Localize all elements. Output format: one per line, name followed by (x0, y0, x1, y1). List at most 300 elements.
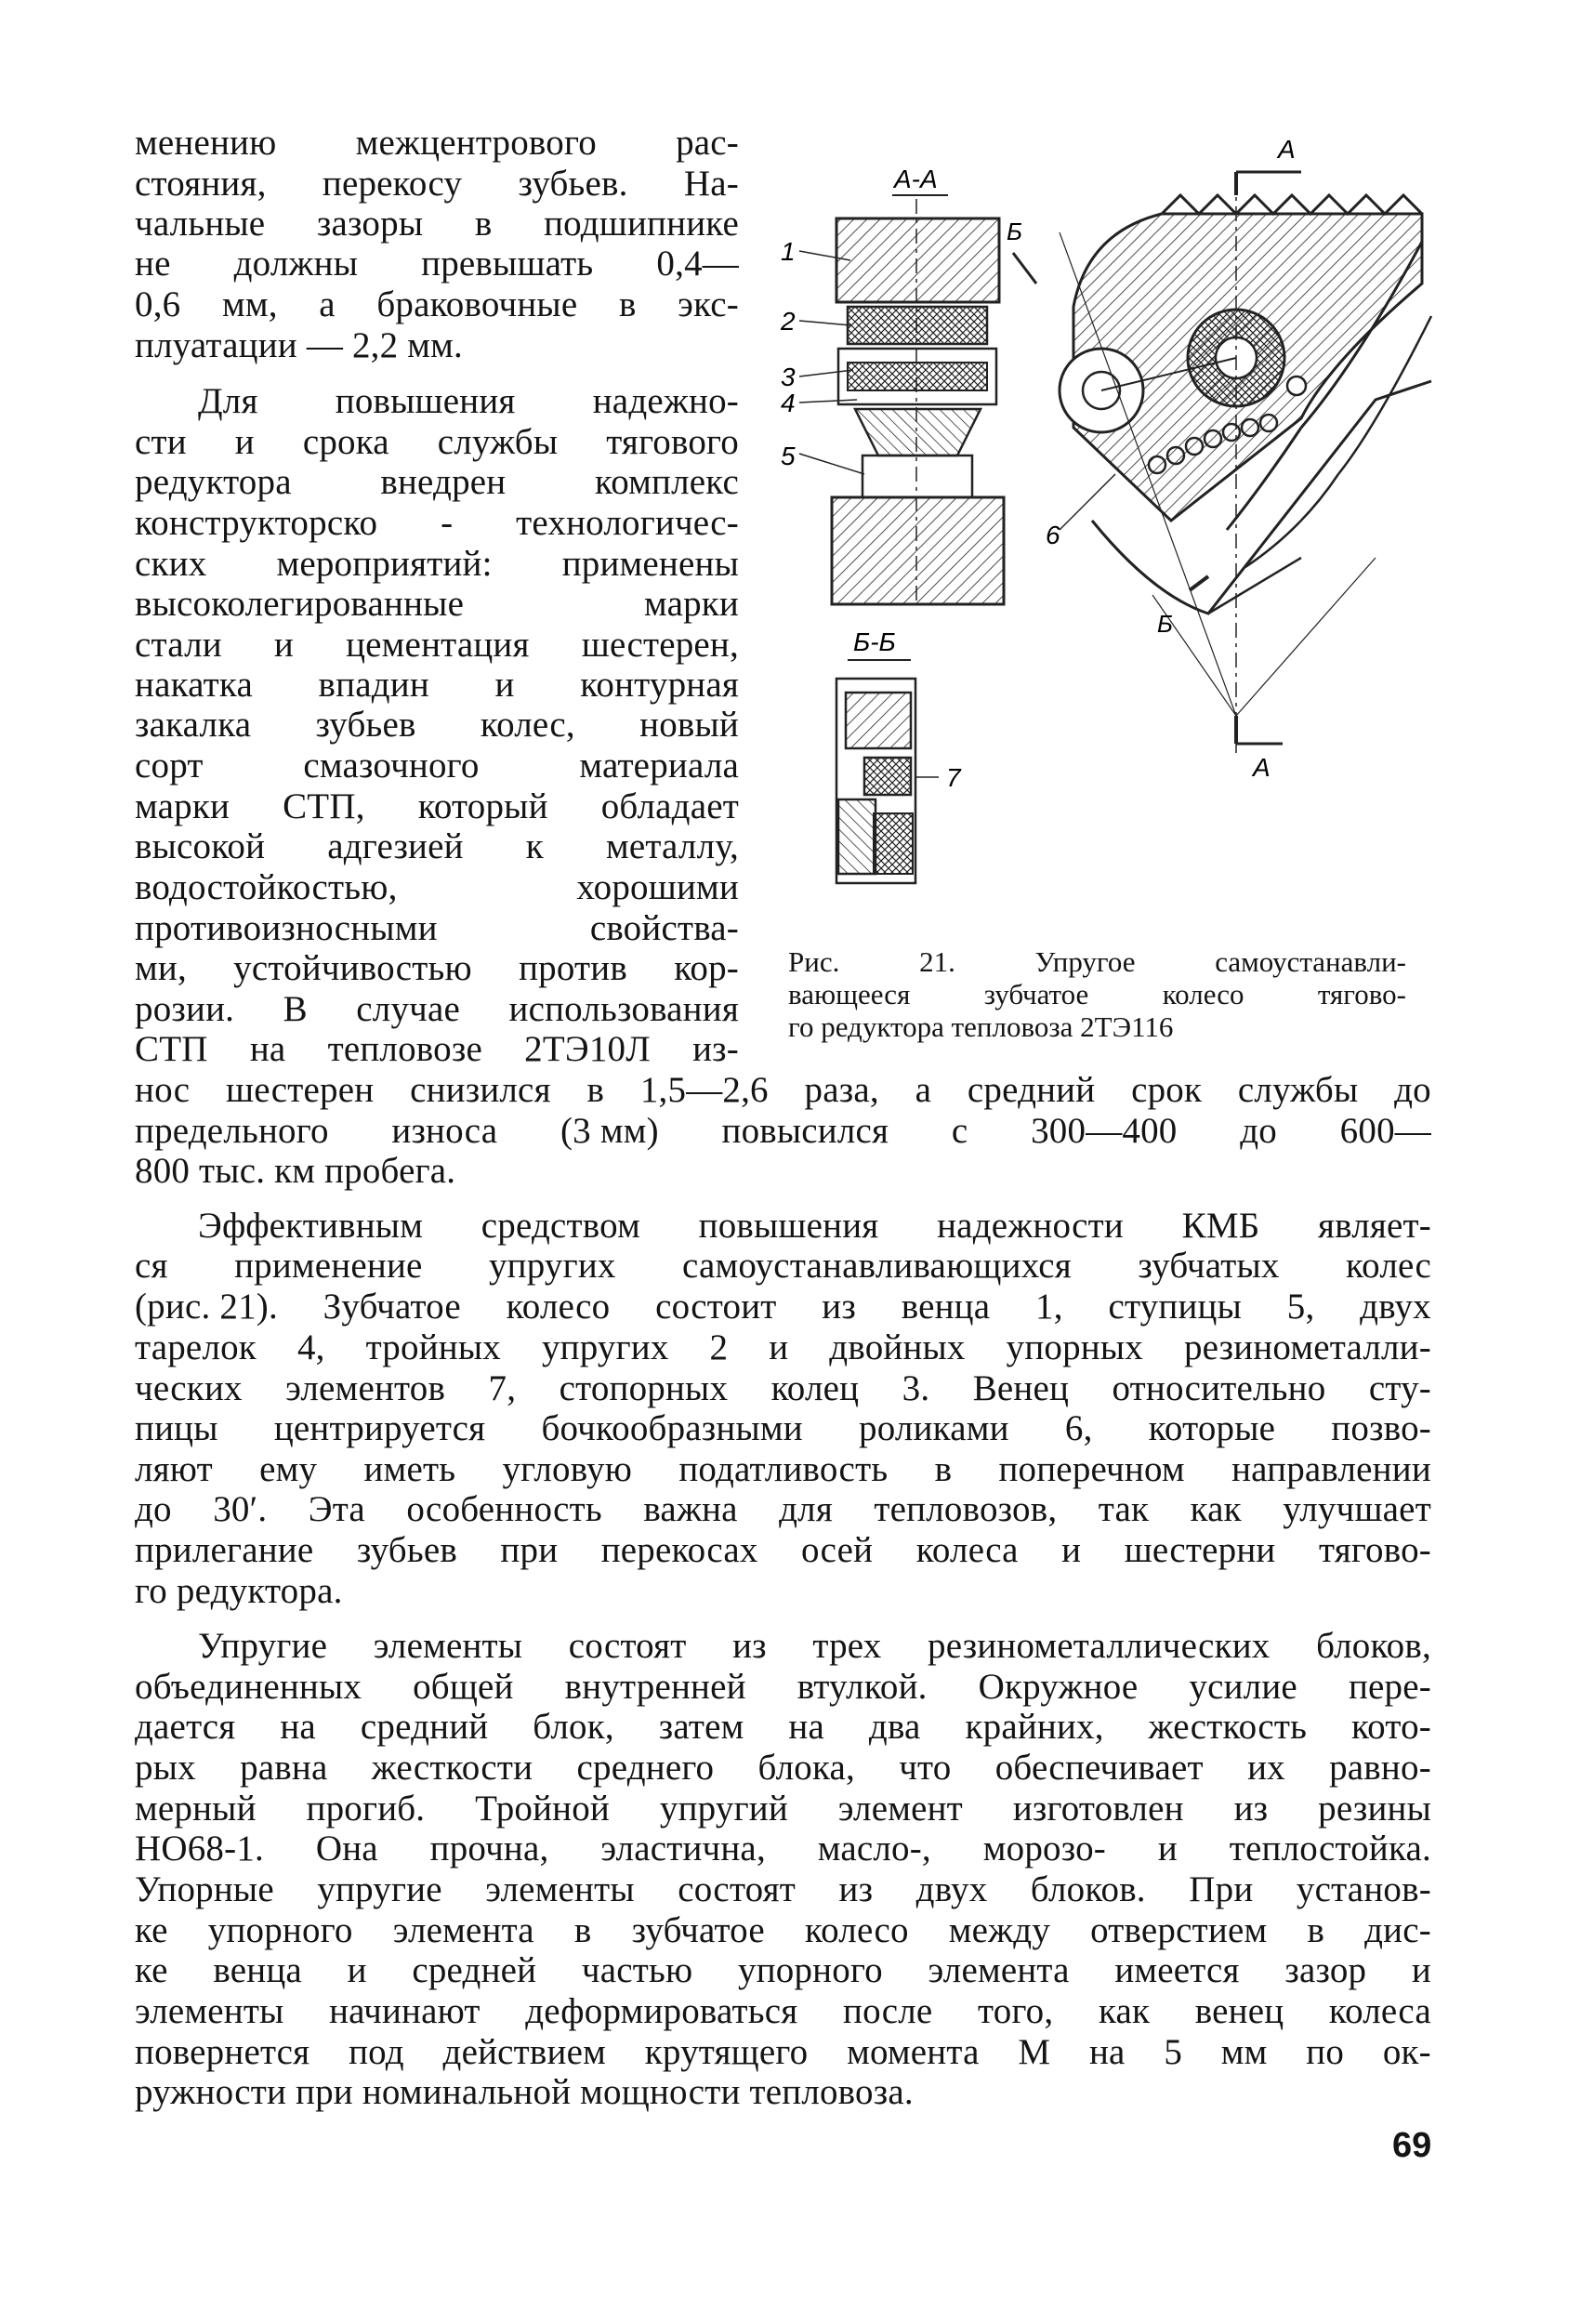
left-column-line (135, 462, 739, 503)
caption-word: колесо (1162, 978, 1244, 1010)
word: водостойкостью, (135, 867, 398, 907)
word: блока, (757, 1748, 855, 1788)
caption-word: 21. (919, 945, 955, 978)
word: к (525, 826, 544, 866)
word: го редуктора. (135, 1571, 343, 1611)
word: и (1157, 1829, 1178, 1868)
word: конструкторско (135, 503, 378, 543)
word: податливость (678, 1449, 889, 1489)
word: ми, (135, 948, 187, 988)
word: внутренней (564, 1667, 746, 1707)
body-text-line (135, 1829, 1431, 1869)
word: направлении (1231, 1449, 1431, 1489)
left-column-line (135, 989, 739, 1030)
word: надежности (937, 1206, 1124, 1246)
body-text-line (135, 1246, 1431, 1287)
left-column-line (135, 503, 739, 544)
word: 4, (296, 1327, 325, 1367)
body-text-line (135, 2032, 1431, 2073)
word: осей (801, 1530, 874, 1570)
word: крутящего (644, 2032, 809, 2072)
word: износа (391, 1111, 498, 1151)
label-a-top: А (1278, 135, 1296, 164)
word: элемента (392, 1910, 534, 1950)
word: блок, (533, 1707, 614, 1747)
word: 2,2 (351, 325, 408, 365)
word: Венец (972, 1368, 1070, 1408)
word: затем (658, 1707, 744, 1747)
word: элемента (928, 1950, 1070, 1990)
word: хорошими (576, 867, 739, 907)
word: теплостойка. (1229, 1829, 1431, 1868)
word: 7, (488, 1368, 517, 1408)
word: втулкой. (797, 1667, 928, 1707)
body-text-line (135, 1950, 1431, 1991)
word: двух (1360, 1287, 1431, 1327)
word: того, (978, 1991, 1054, 2031)
word: кор- (674, 948, 739, 988)
word: усилие (1189, 1667, 1297, 1707)
word: впадин (318, 665, 429, 705)
word: Тройной (475, 1789, 611, 1829)
word: В (283, 989, 308, 1029)
word: на (249, 1029, 286, 1069)
word: мероприятий: (276, 544, 493, 584)
word: важна (643, 1489, 738, 1529)
word: На- (683, 164, 739, 204)
word: нос (135, 1070, 191, 1110)
word: устойчивостью (233, 948, 472, 988)
word: стояния, (135, 164, 267, 204)
left-column-line (135, 244, 739, 284)
word: тройных (365, 1327, 501, 1367)
word: чальные (135, 204, 266, 244)
word: элементы (373, 1626, 523, 1666)
word: деформироваться (525, 1991, 798, 2031)
word: зубчатое (631, 1910, 765, 1950)
word: зубьев (356, 1530, 457, 1570)
word: а (319, 284, 336, 324)
word: Окружное (978, 1667, 1139, 1707)
word: мм, (221, 284, 278, 324)
word: резины (1318, 1789, 1431, 1829)
body-text-line (135, 1408, 1431, 1449)
word: ке (135, 1950, 168, 1990)
body-text-line (135, 1991, 1431, 2032)
word: ских (135, 544, 207, 584)
word: для (779, 1489, 833, 1529)
word: зубчатых (1138, 1246, 1280, 1286)
word: комплекс (595, 462, 739, 502)
body-text-line (135, 1206, 1431, 1247)
left-column-line (135, 826, 739, 867)
word: сорт (135, 746, 204, 786)
left-column-line (135, 204, 739, 244)
word: 800 тыс. км пробега. (135, 1151, 456, 1191)
label-2: 2 (781, 307, 796, 336)
word: колесо (804, 1910, 909, 1950)
word: ся (135, 1246, 168, 1286)
word: снизился (410, 1070, 551, 1110)
word: (3 мм) (560, 1111, 659, 1151)
word: Для (198, 381, 258, 421)
word: двух (915, 1869, 988, 1909)
word: резинометалли- (1183, 1327, 1431, 1367)
word: прилегание (135, 1530, 314, 1570)
word: не (135, 244, 171, 284)
word: сти (135, 422, 187, 462)
word: свойства- (589, 908, 739, 948)
word: зубьев. (518, 164, 628, 204)
word: розии. (135, 989, 235, 1029)
word: рас- (676, 123, 739, 163)
word: менению (135, 123, 277, 163)
word: а (915, 1070, 932, 1110)
word: жесткость (1148, 1707, 1308, 1747)
word: упругих (541, 1327, 669, 1367)
body-text-line (135, 1368, 1431, 1409)
word: бочкообразными (541, 1408, 803, 1448)
word: изготовлен (1012, 1789, 1184, 1829)
word: и (234, 422, 255, 462)
body-text-line (135, 1111, 1431, 1152)
body-text-line (135, 2072, 1431, 2113)
word: в (618, 284, 637, 324)
word: элемент (837, 1789, 963, 1829)
word: являет- (1318, 1206, 1431, 1246)
word: контурная (580, 665, 739, 705)
word: до (1240, 1111, 1277, 1151)
word: колесо (506, 1287, 611, 1327)
word: обладает (600, 786, 739, 826)
word: колес, (480, 705, 575, 745)
word: блоков, (1316, 1626, 1431, 1666)
caption-word: го редуктора тепловоза 2ТЭ116 (788, 1010, 1174, 1043)
body-text-line (135, 1667, 1431, 1708)
word: 300—400 (1031, 1111, 1178, 1151)
word: момента (847, 2032, 980, 2072)
word: экс- (678, 284, 739, 324)
word: НО68-1. (135, 1829, 264, 1868)
word: превышать (421, 244, 594, 284)
left-column-line (135, 908, 739, 949)
word: адгезией (327, 826, 464, 866)
word: относительно (1112, 1368, 1326, 1408)
label-a-bottom: А (1253, 753, 1271, 782)
word: самоустанавливающихся (682, 1246, 1072, 1286)
word: перекосу (322, 164, 463, 204)
left-column-line (135, 948, 739, 989)
word: упорных (1006, 1327, 1143, 1367)
left-column-line (135, 625, 739, 666)
word: 2ТЭ10Л (524, 1029, 651, 1069)
left-column-line (135, 544, 739, 585)
word: ке (135, 1910, 168, 1950)
word: 5, (1286, 1287, 1315, 1327)
word: ступицы (1108, 1287, 1242, 1327)
word: блоков. (1030, 1869, 1146, 1909)
word: особенность (406, 1489, 602, 1529)
word: стали (135, 625, 222, 665)
body-text-line (135, 1626, 1431, 1667)
word: с (951, 1111, 968, 1151)
word: высокой (135, 826, 266, 866)
word: межцентрового (355, 123, 597, 163)
word: позво- (1331, 1408, 1431, 1448)
word: Она (315, 1829, 378, 1868)
word: металлу, (605, 826, 739, 866)
body-text-line (135, 1070, 1431, 1111)
word: из- (692, 1029, 739, 1069)
word: улучшает (1283, 1489, 1431, 1529)
word: обеспечивает (994, 1748, 1204, 1788)
word: установ- (1296, 1869, 1431, 1909)
word: начинают (329, 1991, 481, 2031)
word: ок- (1382, 2032, 1431, 2072)
word: угловую (502, 1449, 633, 1489)
word: - (441, 503, 454, 543)
word: состоят (678, 1869, 797, 1909)
word: и (347, 1950, 367, 1990)
word: морозо- (982, 1829, 1106, 1868)
word: венца (901, 1287, 991, 1327)
word: Упругие (198, 1626, 328, 1666)
label-3: 3 (781, 363, 796, 391)
word: элементы (135, 1991, 284, 2031)
word: колеса (1328, 1991, 1431, 2031)
left-column-line (135, 705, 739, 746)
caption-word: зубчатое (983, 978, 1089, 1010)
word: тарелок (135, 1327, 257, 1367)
word: накатка (135, 665, 253, 705)
word: прогиб. (306, 1789, 426, 1829)
label-b-top: Б (1007, 218, 1022, 245)
word: в (1307, 1910, 1325, 1950)
page-number: 69 (1392, 2126, 1432, 2165)
word: два (868, 1707, 921, 1747)
left-column-line (135, 786, 739, 827)
word: роликами (859, 1408, 1009, 1448)
word: редуктора (135, 462, 292, 502)
word: ческих (135, 1368, 243, 1408)
word: жесткости (371, 1748, 533, 1788)
body-text-line (135, 1571, 1431, 1612)
word: и (1061, 1530, 1082, 1570)
word: и (769, 1327, 789, 1367)
left-column-line (135, 867, 739, 908)
body-text-line (135, 1869, 1431, 1910)
left-column-line (135, 584, 739, 625)
word: (рис. 21). (135, 1287, 278, 1327)
word: прочна, (429, 1829, 549, 1868)
left-column-line (135, 665, 739, 706)
left-column-line (135, 325, 739, 366)
word: дается (135, 1707, 236, 1747)
word: колец (770, 1368, 860, 1408)
word: двойных (829, 1327, 966, 1367)
left-column-line (135, 1029, 739, 1070)
word: случае (356, 989, 461, 1029)
word: равна (240, 1748, 328, 1788)
word: марки (135, 786, 230, 826)
word: мерный (135, 1789, 257, 1829)
word: крайних, (965, 1707, 1104, 1747)
word: до (1394, 1070, 1431, 1110)
caption-word: Рис. (788, 945, 840, 978)
word: мм (1220, 2032, 1268, 2072)
word: упругих (488, 1246, 616, 1286)
label-b-bottom: Б (1157, 610, 1173, 638)
word: как (1098, 1991, 1151, 2031)
word: раза, (804, 1070, 879, 1110)
word: центрируется (273, 1408, 486, 1448)
word: браковочные (376, 284, 578, 324)
word: на (788, 1707, 824, 1747)
word: закалка (135, 705, 252, 745)
word: пере- (1348, 1667, 1431, 1707)
figure-21-gear-wheel (781, 121, 1450, 957)
word: СТП (135, 1029, 208, 1069)
word: кото- (1351, 1707, 1431, 1747)
word: общей (413, 1667, 514, 1707)
word: тягового (606, 422, 739, 462)
word: материала (579, 746, 739, 786)
word: из (732, 1626, 767, 1666)
word: поперечном (998, 1449, 1185, 1489)
word: упругие (317, 1869, 442, 1909)
word: резинометаллических (928, 1626, 1271, 1666)
left-column-line (135, 381, 739, 422)
body-text-line (135, 1489, 1431, 1530)
word: срока (302, 422, 389, 462)
word: повышения (698, 1206, 879, 1246)
word: повышения (335, 381, 516, 421)
word: зазор (1284, 1950, 1367, 1990)
word: высоколегированные (135, 584, 465, 624)
word: Эта (308, 1489, 365, 1529)
word: состоят (568, 1626, 687, 1666)
word: рых (135, 1748, 196, 1788)
caption-word: самоустанавли- (1215, 945, 1406, 978)
word: перекосах (600, 1530, 758, 1570)
word: дис- (1364, 1910, 1431, 1950)
word: эластична, (600, 1829, 766, 1868)
word: средством (481, 1206, 640, 1246)
left-column-line (135, 422, 739, 463)
word: в (934, 1449, 953, 1489)
word: на (280, 1707, 316, 1747)
body-text-line (135, 1327, 1431, 1368)
caption-word: тягово- (1317, 978, 1406, 1010)
word: как (1190, 1489, 1242, 1529)
word: колес (1345, 1246, 1431, 1286)
word: шестерен (226, 1070, 375, 1110)
word: применены (561, 544, 739, 584)
word: 6, (1064, 1408, 1093, 1448)
word: упорного (738, 1950, 883, 1990)
word: их (1247, 1748, 1285, 1788)
caption-line (788, 1010, 1173, 1043)
word: частью (581, 1950, 693, 1990)
section-aa-label: А-А (894, 165, 938, 193)
word: 30′. (213, 1489, 268, 1529)
word: 600— (1339, 1111, 1431, 1151)
word: из (838, 1869, 874, 1909)
word: новый (639, 705, 739, 745)
left-column-line (135, 746, 739, 786)
caption-word: вающееся (788, 978, 911, 1010)
word: и (494, 665, 515, 705)
body-text-line (135, 1748, 1431, 1789)
word: тепловозов, (874, 1489, 1058, 1529)
word: 2 (709, 1327, 729, 1367)
word: и (1411, 1950, 1431, 1990)
label-6: 6 (1046, 521, 1060, 549)
word: тепловозе (327, 1029, 482, 1069)
body-text-line (135, 1287, 1431, 1327)
word: повернется (135, 2032, 310, 2072)
label-5: 5 (781, 442, 796, 470)
word: Эффективным (198, 1206, 424, 1246)
word: и (273, 625, 294, 665)
label-4: 4 (781, 389, 796, 417)
body-text-line (135, 1789, 1431, 1829)
word: в (586, 1070, 605, 1110)
word: отверстием (1090, 1910, 1268, 1950)
word: 3. (902, 1368, 930, 1408)
word: между (948, 1910, 1051, 1950)
word: стопорных (559, 1368, 729, 1408)
word: противоизносными (135, 908, 438, 948)
word: венца (213, 1950, 302, 1990)
word: мм. (407, 325, 463, 365)
word: по (1306, 2032, 1345, 2072)
word: в (474, 204, 493, 244)
word: равно- (1329, 1748, 1431, 1788)
word: цементация (346, 625, 530, 665)
label-7: 7 (946, 763, 961, 792)
word: смазочного (303, 746, 480, 786)
body-text-line (135, 1449, 1431, 1490)
word: что (899, 1748, 952, 1788)
word: иметь (363, 1449, 456, 1489)
word: должны (233, 244, 359, 284)
word: зазоры (316, 204, 424, 244)
word: средней (412, 1950, 537, 1990)
left-column-line (135, 284, 739, 325)
word: срок (1131, 1070, 1203, 1110)
body-text-line (135, 1910, 1431, 1951)
word: предельного (135, 1111, 329, 1151)
word: Упорные (135, 1869, 274, 1909)
word: трех (812, 1626, 882, 1666)
left-column-line (135, 123, 739, 164)
word: службы (437, 422, 559, 462)
word: КМБ (1181, 1206, 1260, 1246)
word: под (349, 2032, 404, 2072)
section-bb-label: Б-Б (853, 627, 896, 656)
word: на (1088, 2032, 1126, 2072)
word: M (1018, 2032, 1051, 2072)
body-text-line (135, 1530, 1431, 1571)
word: 1, (1035, 1287, 1063, 1327)
word: состоит (655, 1287, 777, 1327)
word: средний (967, 1070, 1096, 1110)
word: применение (234, 1246, 423, 1286)
word: плуатации (135, 325, 307, 365)
word: до (135, 1489, 172, 1529)
word: использования (508, 989, 739, 1029)
